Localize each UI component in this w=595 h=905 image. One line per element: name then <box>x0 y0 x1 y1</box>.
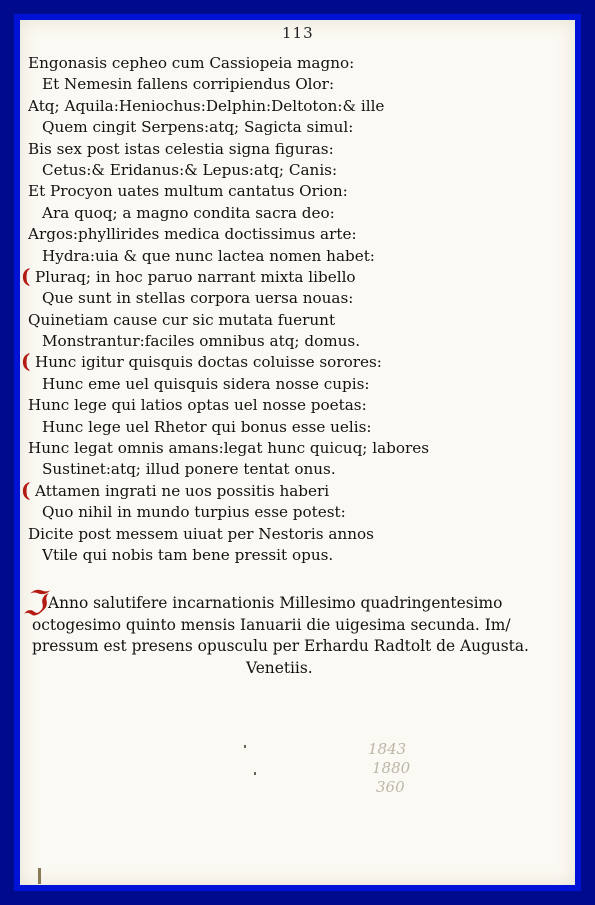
colophon-line: pressum est presens opusculu per Erhardu Radtolt de Augusta. <box>32 637 529 655</box>
verse-line-text: Hunc igitur quisquis doctas coluisse sorores: <box>35 353 382 372</box>
rubric-mark-icon: ( <box>21 349 31 374</box>
verse-line-text: Hunc eme uel quisquis sidera nosse cupis: <box>42 374 370 393</box>
verse-line <box>28 395 573 416</box>
verse-line <box>28 545 573 566</box>
verse-line <box>28 331 573 352</box>
verse-block <box>21 53 573 566</box>
edge-mark <box>38 868 41 884</box>
verse-line-text: Attamen ingrati ne uos possitis haberi <box>35 481 330 500</box>
verse-line <box>28 502 573 523</box>
rubric-mark-icon: ( <box>21 263 31 288</box>
verse-line-text: Hunc lege qui latios optas uel nosse poetas: <box>28 396 367 415</box>
pencil-note: 360 <box>376 778 405 796</box>
verse-line-text: Et Nemesin fallens corripiendus Olor: <box>42 75 335 94</box>
manuscript-page <box>20 20 575 885</box>
verse-line-text: Hunc legat omnis amans:legat hunc quicuq; labores <box>28 439 430 458</box>
verse-line <box>28 117 573 138</box>
verse-line-text: Ara quoq; a magno condita sacra deo: <box>42 203 335 222</box>
verse-line <box>21 349 573 374</box>
verse-line-text: Sustinet:atq; illud ponere tentat onus. <box>42 460 336 479</box>
verse-line <box>21 263 573 288</box>
verse-line-text: Vtile qui nobis tam bene pressit opus. <box>42 545 334 564</box>
verse-line <box>28 224 573 245</box>
verse-line <box>28 74 573 95</box>
verse-line <box>21 477 573 502</box>
verse-line <box>28 139 573 160</box>
ink-speck <box>244 745 246 748</box>
verse-line <box>28 374 573 395</box>
verse-line-text: Monstrantur:faciles omnibus atq; domus. <box>42 332 361 351</box>
verse-line <box>28 181 573 202</box>
verse-line-text: Que sunt in stellas corpora uersa nouas: <box>42 289 354 308</box>
rubric-mark-icon: ( <box>21 477 31 502</box>
ink-speck <box>254 772 256 775</box>
verse-line <box>28 160 573 181</box>
pencil-note: 1843 <box>368 740 407 758</box>
colophon-line: octogesimo quinto mensis Ianuarii die uigesima secunda. Im/ <box>32 615 511 634</box>
verse-line <box>28 438 573 459</box>
verse-line-text: Pluraq; in hoc paruo narrant mixta libello <box>35 267 356 286</box>
rubricated-initial-icon: ℑ <box>22 584 46 624</box>
verse-line-text: Et Procyon uates multum cantatus Orion: <box>28 182 348 201</box>
verse-line-text: Atq; Aquila:Heniochus:Delphin:Deltoton:& ille <box>28 96 385 115</box>
verse-line-text: Hunc lege uel Rhetor qui bonus esse uelis: <box>42 417 372 436</box>
verse-line <box>28 203 573 224</box>
verse-line <box>28 53 573 74</box>
verse-line-text: Bis sex post istas celestia signa figuras: <box>28 139 334 158</box>
colophon-line: Venetiis. <box>246 658 313 677</box>
folio-number: 113 <box>282 24 314 42</box>
verse-line-text: Quem cingit Serpens:atq; Sagicta simul: <box>42 118 354 137</box>
verse-line <box>28 96 573 117</box>
verse-line <box>28 288 573 309</box>
verse-line <box>28 417 573 438</box>
verse-line-text: Hydra:uia & que nunc lactea nomen habet: <box>42 246 375 265</box>
colophon-block <box>22 584 570 679</box>
pencil-annotations <box>368 740 410 797</box>
verse-line-text: Quinetiam cause cur sic mutata fuerunt <box>28 310 336 329</box>
verse-line <box>28 524 573 545</box>
verse-line <box>28 459 573 480</box>
verse-line-text: Cetus:& Eridanus:& Lepus:atq; Canis: <box>42 160 338 179</box>
verse-line-text: Dicite post messem uiuat per Nestoris annos <box>28 524 374 543</box>
verse-line <box>28 310 573 331</box>
verse-line-text: Argos:phyllirides medica doctissimus arte: <box>28 225 357 244</box>
verse-line-text: Quo nihil in mundo turpius esse potest: <box>42 503 346 522</box>
verse-line-text: Engonasis cepheo cum Cassiopeia magno: <box>28 54 355 72</box>
pencil-note: 1880 <box>372 759 411 777</box>
verse-line <box>28 246 573 267</box>
colophon-line: Anno salutifere incarnationis Millesimo quadringentesimo <box>48 594 503 612</box>
